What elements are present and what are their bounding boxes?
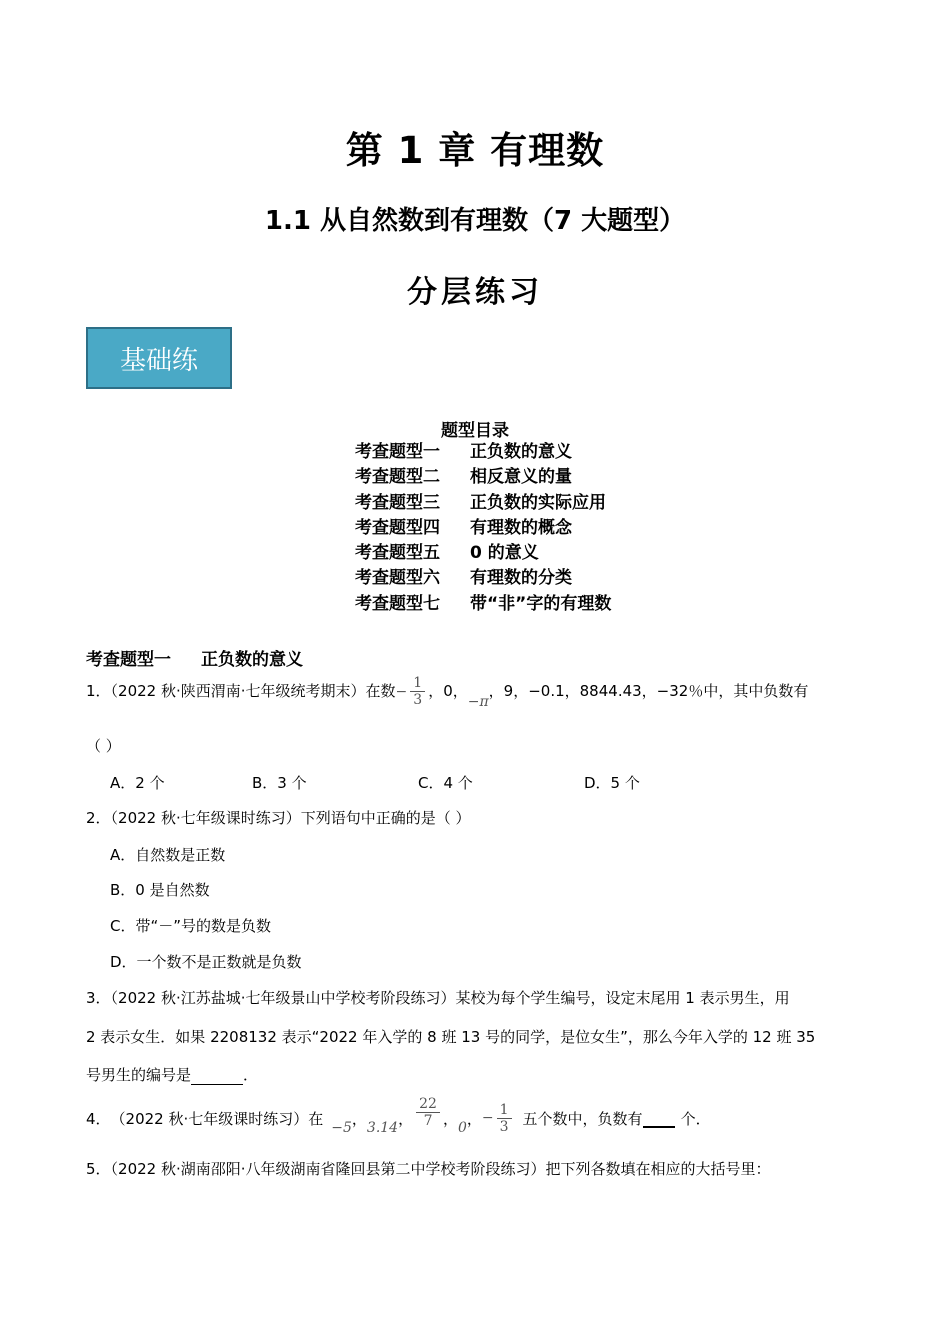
option-a: A．2 个 [110, 774, 165, 792]
separator: ，0， [428, 682, 468, 700]
question-number: 2． [86, 809, 111, 827]
fraction-numerator: 1 [410, 675, 425, 692]
question-3-line-2: 2 表示女生．如果 2208132 表示“2022 年入学的 8 班 13 号的同学，是位女生”，那么今年入学的 12 班 35 [86, 1028, 816, 1046]
number-0: 0 [457, 1120, 467, 1136]
question-number: 4． [86, 1109, 111, 1128]
toc-item [355, 440, 611, 465]
fraction-denominator: 7 [423, 1112, 433, 1129]
question-text: （2022 秋·七年级课时练习）下列语句中正确的是（ ） [110, 809, 471, 827]
toc-item-key: 考查题型二 [355, 467, 440, 488]
toc-item-value: 0 的意义 [470, 543, 539, 564]
question-text: 五个数中，负数有 [522, 1109, 643, 1128]
fraction [416, 1096, 440, 1129]
toc-item [355, 566, 611, 591]
level-badge: 基础练 [86, 327, 232, 389]
section-title: 1.1 从自然数到有理数（7 大题型） [264, 206, 686, 236]
option-d: D．一个数不是正数就是负数 [110, 953, 302, 971]
toc-item-value: 带“非”字的有理数 [470, 593, 612, 614]
chapter-title: 第 1 章 有理数 [345, 129, 605, 172]
question-text: （2022 秋·江苏盐城·七年级景山中学校考阶段练习）某校为每个学生编号，设定末尾用 1 表示男生，用 [110, 989, 790, 1007]
question-number: 5． [86, 1160, 111, 1178]
number-neg-5: −5 [331, 1120, 352, 1136]
page-subtitle: 分层练习 [407, 275, 543, 310]
question-source: （2022 秋·陕西渭南·七年级统考期末）在数 [110, 682, 396, 700]
toc-item-value: 有理数的分类 [470, 568, 572, 589]
option-b: B．3 个 [252, 774, 307, 792]
option-d: D．5 个 [584, 774, 640, 792]
neg-sign: − [395, 684, 408, 700]
separator: ， [398, 1109, 414, 1128]
question-3 [86, 987, 790, 1008]
fraction-denominator: 3 [499, 1118, 509, 1135]
toc-item-value: 正负数的意义 [470, 442, 572, 462]
question-text: 个． [680, 1109, 711, 1128]
question-number: 3． [86, 989, 111, 1007]
toc-item [355, 516, 611, 541]
question-5 [86, 1158, 771, 1179]
toc-item-key: 考查题型五 [355, 543, 440, 564]
question-4 [86, 1096, 711, 1140]
option-b: B．0 是自然数 [110, 881, 210, 899]
section-heading-key: 考查题型一 [86, 650, 171, 670]
period: ． [243, 1066, 259, 1084]
separator: ， [442, 1109, 458, 1128]
toc-item [355, 541, 611, 566]
toc-item-value: 正负数的实际应用 [470, 492, 606, 513]
separator: ， [466, 1109, 482, 1128]
toc-item-key: 考查题型七 [355, 593, 440, 614]
question-number: 1． [86, 682, 111, 700]
option-c: C．4 个 [418, 774, 473, 792]
question-text: （2022 秋·湖南邵阳·八年级湖南省隆回县第二中学校考阶段练习）把下列各数填在相应的大括号里： [110, 1160, 771, 1178]
toc-item-key: 考查题型六 [355, 568, 440, 589]
option-a: A．自然数是正数 [110, 846, 226, 864]
toc-item-key: 考查题型一 [355, 442, 440, 462]
toc-list [355, 440, 611, 617]
question-1 [86, 675, 808, 708]
fraction-numerator: 22 [416, 1096, 440, 1113]
toc-item-value: 相反意义的量 [470, 467, 572, 488]
toc-title: 题型目录 [441, 421, 509, 441]
fraction [410, 675, 425, 708]
fraction-numerator: 1 [497, 1102, 512, 1119]
answer-paren: （ ） [86, 737, 121, 755]
toc-item [355, 465, 611, 490]
toc-item-key: 考查题型三 [355, 492, 440, 513]
question-2 [86, 807, 471, 828]
section-heading [86, 645, 303, 670]
option-c: C．带“－”号的数是负数 [110, 917, 272, 935]
fraction-denominator: 3 [413, 692, 423, 708]
answer-blank[interactable] [643, 1108, 675, 1128]
question-text: 号男生的编号是 [86, 1066, 192, 1084]
number-3-14: 3.14 [366, 1120, 399, 1136]
neg-sign: − [481, 1110, 494, 1126]
toc-item-key: 考查题型四 [355, 517, 440, 538]
question-source: （2022 秋·七年级课时练习）在 [110, 1109, 324, 1128]
toc-item [355, 491, 611, 516]
question-text: ，9，−0.1，8844.43，−32％中，其中负数有 [488, 682, 809, 700]
neg-pi: −π [467, 694, 489, 710]
toc-item-value: 有理数的概念 [470, 517, 572, 538]
separator: ， [351, 1109, 367, 1128]
section-heading-value: 正负数的意义 [201, 650, 303, 670]
question-3-line-3 [86, 1064, 258, 1085]
fraction [497, 1102, 512, 1135]
answer-blank[interactable] [191, 1066, 243, 1085]
toc-item [355, 592, 611, 617]
